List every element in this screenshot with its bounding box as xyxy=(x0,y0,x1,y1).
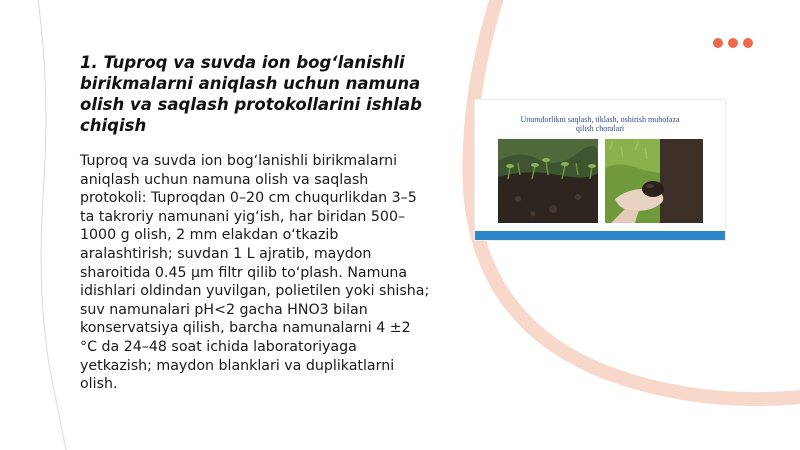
figure-caption-line: qilish choralari xyxy=(575,124,625,133)
figure-footer-bar xyxy=(475,231,725,240)
decorative-curve-line xyxy=(38,0,66,450)
dot-icon xyxy=(743,38,753,48)
dot-icon xyxy=(713,38,723,48)
menu-dots xyxy=(713,38,753,48)
soil-seedlings-photo xyxy=(498,139,598,223)
hand-holding-soil-photo xyxy=(605,139,703,223)
figure-caption xyxy=(475,115,725,133)
figure-panel xyxy=(475,100,725,240)
slide-body-text: Tuproq va suvda ion bog‘lanishli birikmalarni aniqlash uchun namuna olish va saqlash protokoli: Tuproqdan 0–20 cm chuqurlikdan 3–5 ta takroriy namunani yig‘ish, har biridan 500–1000 g olish, 2 mm elakdan o‘tkazib aralashtirish; suvdan 1 L ajratib, maydon sharoitida 0.45 µm filtr qilib to‘plash. Namuna idishlari oldindan yuvilgan, polietilen yoki shisha; suv namunalari pH<2 gacha HNO3 bilan konservatsiya qilish, barcha namunalarni 4 ±2 °C da 24–48 soat ichida laboratoriyaga yetkazish; maydon blanklari va duplikatlarni olish. xyxy=(80,153,430,393)
dot-icon xyxy=(728,38,738,48)
figure-caption-line: Unumdorlikni saqlash, tiklash, oshirish muhofaza xyxy=(520,115,680,124)
slide-title: 1. Tuproq va suvda ion bog‘lanishli birikmalarni aniqlash uchun namuna olish va saqlash protokollarini ishlab chiqish xyxy=(80,53,422,135)
